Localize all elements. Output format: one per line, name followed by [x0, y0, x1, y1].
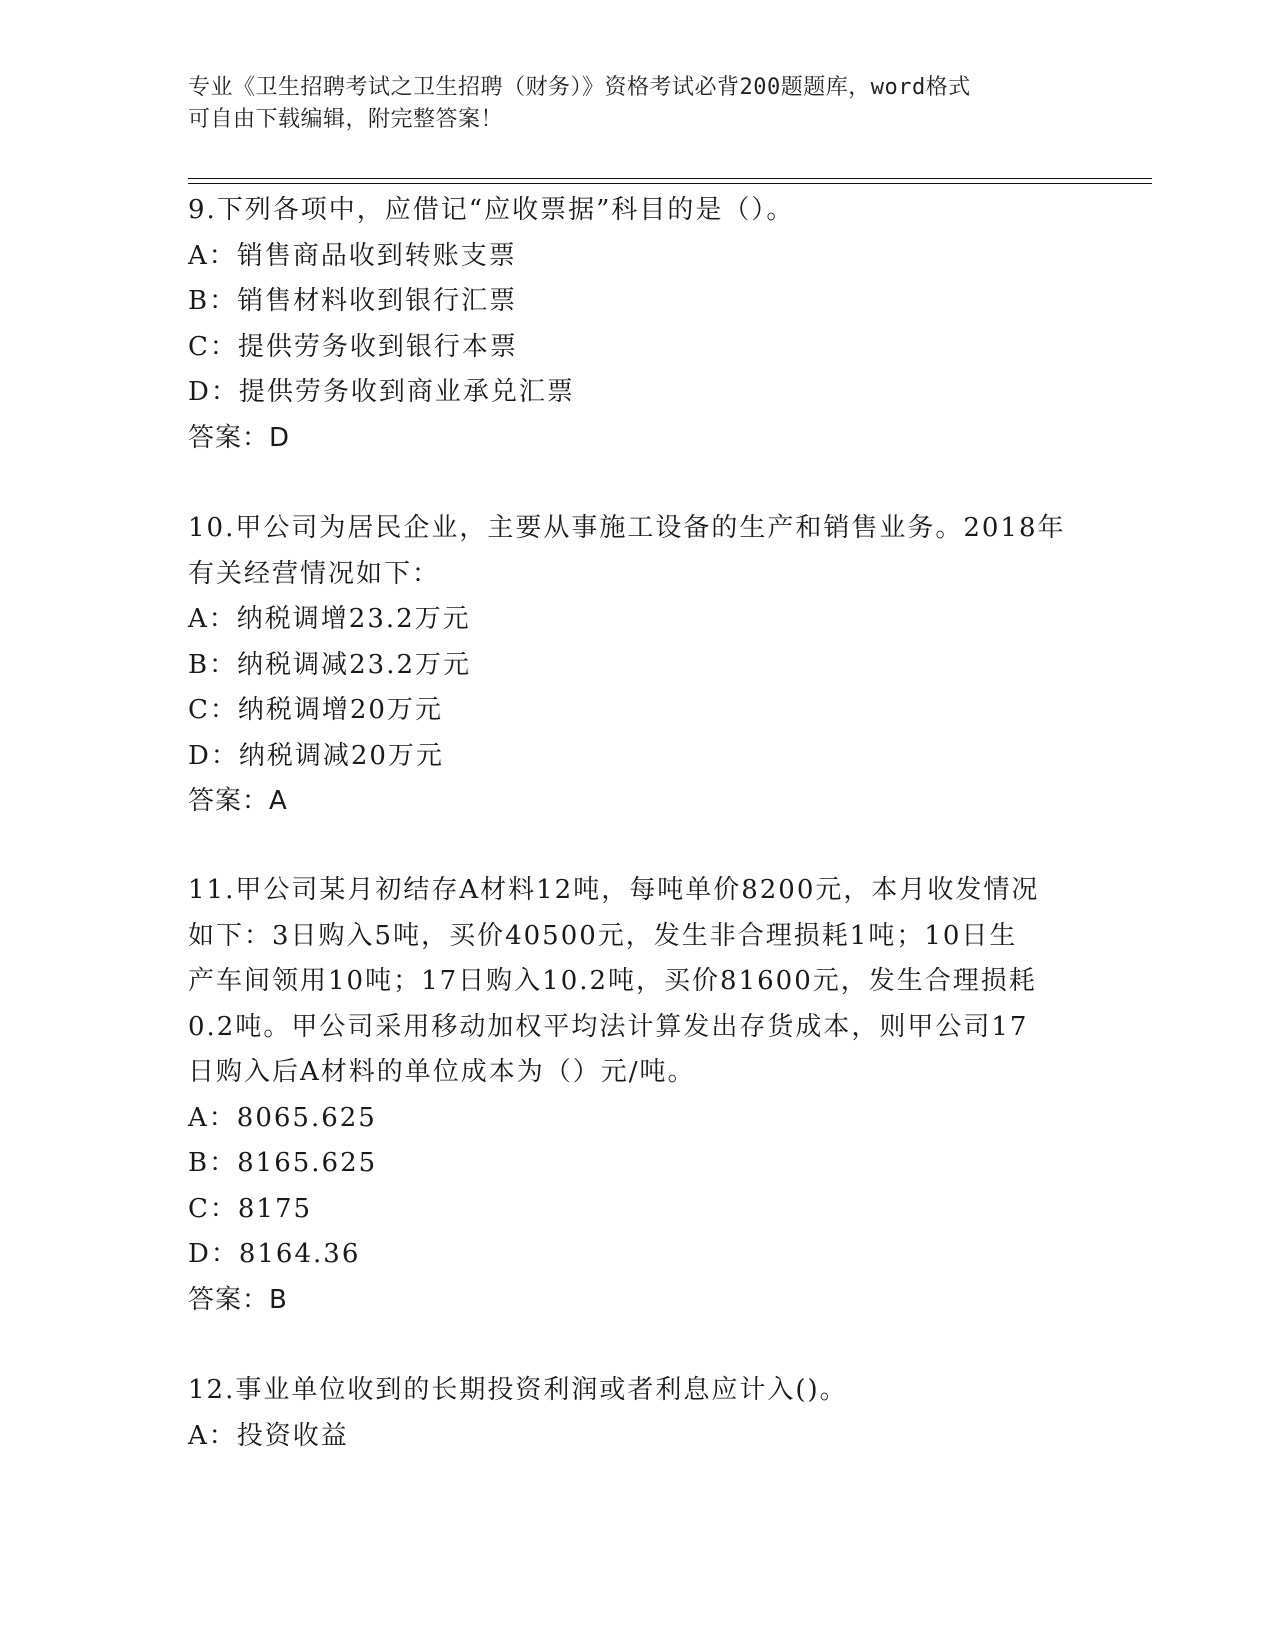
question-stem: 12.事业单位收到的长期投资利润或者利息应计入()。: [188, 1375, 848, 1405]
option-a: A：纳税调增23.2万元: [188, 604, 471, 634]
answer-line: 答案：B: [188, 1284, 288, 1315]
option-c: C：8175: [188, 1193, 313, 1224]
option-a: A：销售商品收到转账支票: [188, 240, 517, 271]
option-b: B：销售材料收到银行汇票: [188, 286, 518, 316]
answer-line: 答案：D: [188, 422, 291, 453]
option-c: C：纳税调增20万元: [188, 695, 443, 725]
question-9: [188, 188, 794, 461]
header-divider-bottom: [188, 183, 1152, 184]
question-stem: 9.下列各项中，应借记“应收票据”科目的是（）。: [188, 195, 795, 225]
header-divider-top: [188, 178, 1152, 179]
question-11: [188, 868, 1039, 1323]
question-stem: 0.2吨。甲公司采用移动加权平均法计算发出存货成本，则甲公司17: [188, 1011, 1029, 1042]
header-line-2: 可自由下载编辑，附完整答案！: [188, 107, 504, 132]
document-header: [188, 72, 1088, 136]
header-line-1: 专业《卫生招聘考试之卫生招聘（财务）》资格考试必背200题题库，word格式: [188, 75, 971, 100]
option-a: A：8065.625: [188, 1102, 377, 1133]
question-12: [188, 1368, 848, 1459]
question-stem: 有关经营情况如下：: [188, 558, 441, 589]
question-stem: 如下：3日购入5吨，买价40500元，发生非合理损耗1吨；10日生: [188, 920, 1018, 951]
option-b: B：8165.625: [188, 1148, 378, 1178]
question-stem: 11.甲公司某月初结存A材料12吨，每吨单价8200元，本月收发情况: [188, 875, 1040, 905]
question-stem: 日购入后A材料的单位成本为（）元/吨。: [188, 1057, 696, 1087]
option-c: C：提供劳务收到银行本票: [188, 331, 518, 362]
option-d: D：提供劳务收到商业承兑汇票: [188, 377, 575, 407]
question-stem: 10.甲公司为居民企业，主要从事施工设备的生产和销售业务。2018年: [188, 513, 1066, 543]
option-a: A：投资收益: [188, 1420, 349, 1451]
answer-line: 答案：A: [188, 786, 288, 816]
option-d: D：纳税调减20万元: [188, 740, 444, 771]
question-stem: 产车间领用10吨；17日购入10.2吨，买价81600元，发生合理损耗: [188, 966, 1037, 996]
option-d: D：8164.36: [188, 1239, 361, 1269]
question-10: [188, 506, 1066, 825]
option-b: B：纳税调减23.2万元: [188, 649, 471, 680]
